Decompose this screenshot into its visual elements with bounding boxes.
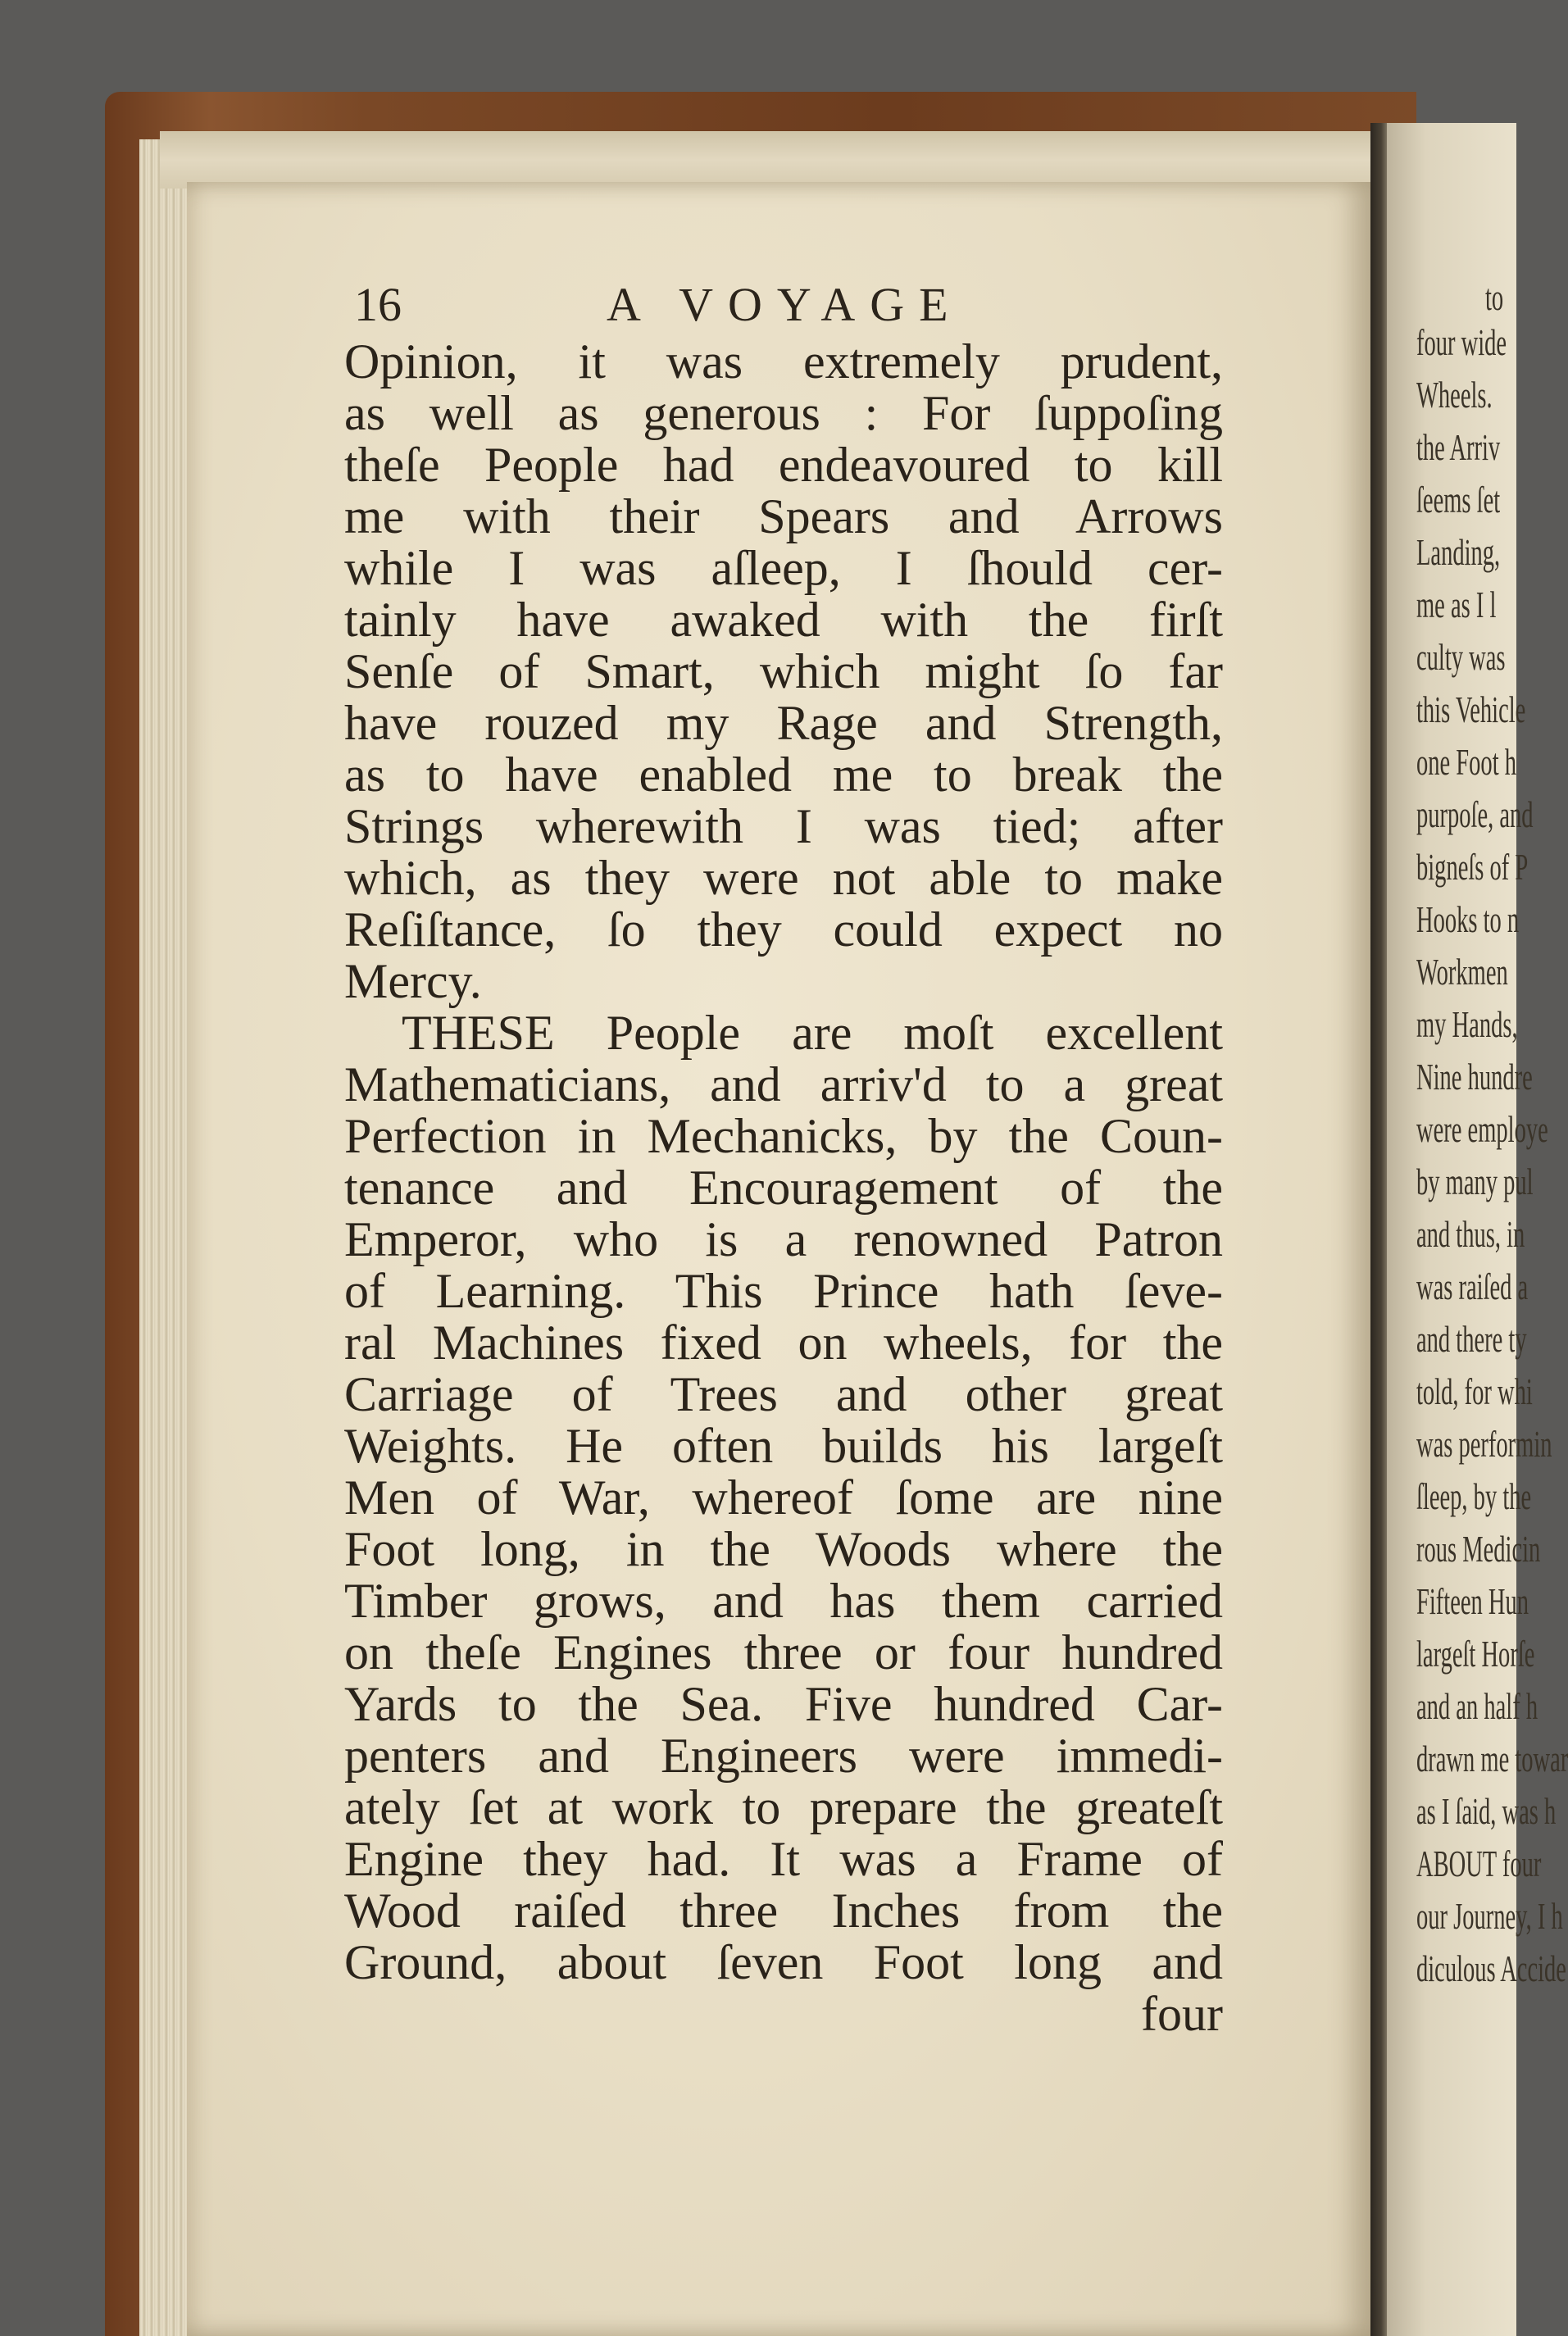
- facing-page-line: Workmen: [1416, 951, 1508, 993]
- facing-page-line: our Journey, I h: [1416, 1895, 1563, 1937]
- text-line: Wood raiſed three Inches from the: [344, 1884, 1223, 1938]
- facing-page-line: Landing,: [1416, 531, 1501, 573]
- text-line: theſe People had endeavoured to kill: [344, 438, 1223, 492]
- text-line: on theſe Engines three or four hundred: [344, 1625, 1223, 1679]
- text-line: Mercy.: [344, 954, 482, 1008]
- text-line: Yards to the Sea. Five hundred Car-: [344, 1677, 1223, 1731]
- facing-page-line: Fifteen Hun: [1416, 1580, 1529, 1622]
- facing-page-line: diculous Accide: [1416, 1947, 1566, 1989]
- facing-page-line: rous Medicin: [1416, 1528, 1541, 1570]
- text-line: Ground, about ſeven Foot long and: [344, 1935, 1223, 1989]
- facing-page-line: bigneſs of P: [1416, 846, 1529, 888]
- facing-page-line: to: [1485, 276, 1504, 318]
- text-line: which, as they were not able to make: [344, 851, 1223, 905]
- facing-page-line: ſeems ſet: [1416, 479, 1501, 520]
- facing-page-line: purpoſe, and: [1416, 793, 1534, 835]
- text-line: Mathematicians, and arriv'd to a great: [344, 1057, 1223, 1111]
- text-line: penters and Engineers were immedi-: [344, 1729, 1223, 1783]
- facing-page-line: drawn me towar: [1416, 1738, 1568, 1779]
- text-line: Foot long, in the Woods where the: [344, 1522, 1223, 1576]
- text-line: me with their Spears and Arrows: [344, 489, 1223, 543]
- facing-page-line: largeſt Horſe: [1416, 1633, 1535, 1675]
- facing-page-line: were employe: [1416, 1108, 1548, 1150]
- page-number: 16: [354, 278, 402, 331]
- text-line: as well as generous : For ſuppoſing: [344, 386, 1223, 440]
- text-line: Timber grows, and has them carried: [344, 1574, 1223, 1628]
- facing-page-line: was raiſed a: [1416, 1266, 1529, 1307]
- text-line: Senſe of Smart, which might ſo far: [344, 644, 1223, 698]
- running-head: A VOYAGE: [607, 278, 963, 331]
- text-line: ral Machines fixed on wheels, for the: [344, 1316, 1223, 1370]
- text-line: tainly have awaked with the firſt: [344, 593, 1223, 647]
- facing-page-line: ABOUT four: [1416, 1843, 1542, 1884]
- text-line: THESE People are moſt excellent: [402, 1006, 1223, 1060]
- facing-page-line: this Vehicle: [1416, 689, 1526, 730]
- text-line: Emperor, who is a renowned Patron: [344, 1212, 1223, 1266]
- text-line: Carriage of Trees and other great: [344, 1367, 1223, 1421]
- facing-page-line: and thus, in: [1416, 1213, 1525, 1255]
- text-line: ately ſet at work to prepare the greateſt: [344, 1780, 1223, 1834]
- text-line: Engine they had. It was a Frame of: [344, 1832, 1223, 1886]
- text-line: of Learning. This Prince hath ſeve-: [344, 1264, 1223, 1318]
- text-line: as to have enabled me to break the: [344, 748, 1223, 802]
- text-line: while I was aſleep, I ſhould cer-: [344, 541, 1223, 595]
- text-line: Strings wherewith I was tied; after: [344, 799, 1223, 853]
- facing-page-line: and there ty: [1416, 1318, 1527, 1360]
- facing-page-line: and an half h: [1416, 1685, 1538, 1727]
- facing-page-line: my Hands,: [1416, 1003, 1518, 1045]
- book-gutter: [1370, 123, 1388, 2336]
- text-line: Perfection in Mechanicks, by the Coun-: [344, 1109, 1223, 1163]
- text-line: Men of War, whereof ſome are nine: [344, 1470, 1223, 1525]
- text-line: tenance and Encouragement of the: [344, 1161, 1223, 1215]
- facing-page-line: was performin: [1416, 1423, 1552, 1465]
- facing-page-line: culty was: [1416, 636, 1506, 678]
- text-line: Weights. He often builds his largeſt: [344, 1419, 1223, 1473]
- facing-page-line: Nine hundre: [1416, 1056, 1533, 1098]
- facing-page-line: one Foot h: [1416, 741, 1517, 783]
- facing-page-line: told, for whi: [1416, 1370, 1533, 1412]
- facing-page-line: Wheels.: [1416, 374, 1493, 416]
- top-page-edge: [160, 131, 1373, 189]
- facing-page-line: me as I l: [1416, 584, 1497, 625]
- facing-page: [1387, 123, 1568, 2336]
- facing-page-line: ſleep, by the: [1416, 1475, 1532, 1517]
- facing-page-line: the Arriv: [1416, 426, 1501, 468]
- facing-page-line: by many pul: [1416, 1161, 1534, 1202]
- text-line: Reſiſtance, ſo they could expect no: [344, 902, 1223, 957]
- body-text: [344, 336, 1223, 2040]
- text-line: have rouzed my Rage and Strength,: [344, 696, 1223, 750]
- text-line: Opinion, it was extremely prudent,: [344, 334, 1223, 389]
- facing-page-line: Hooks to n: [1416, 898, 1520, 940]
- facing-page-line: four wide: [1416, 321, 1507, 363]
- catchword: four: [1141, 1987, 1223, 2041]
- facing-page-line: as I ſaid, was h: [1416, 1790, 1557, 1832]
